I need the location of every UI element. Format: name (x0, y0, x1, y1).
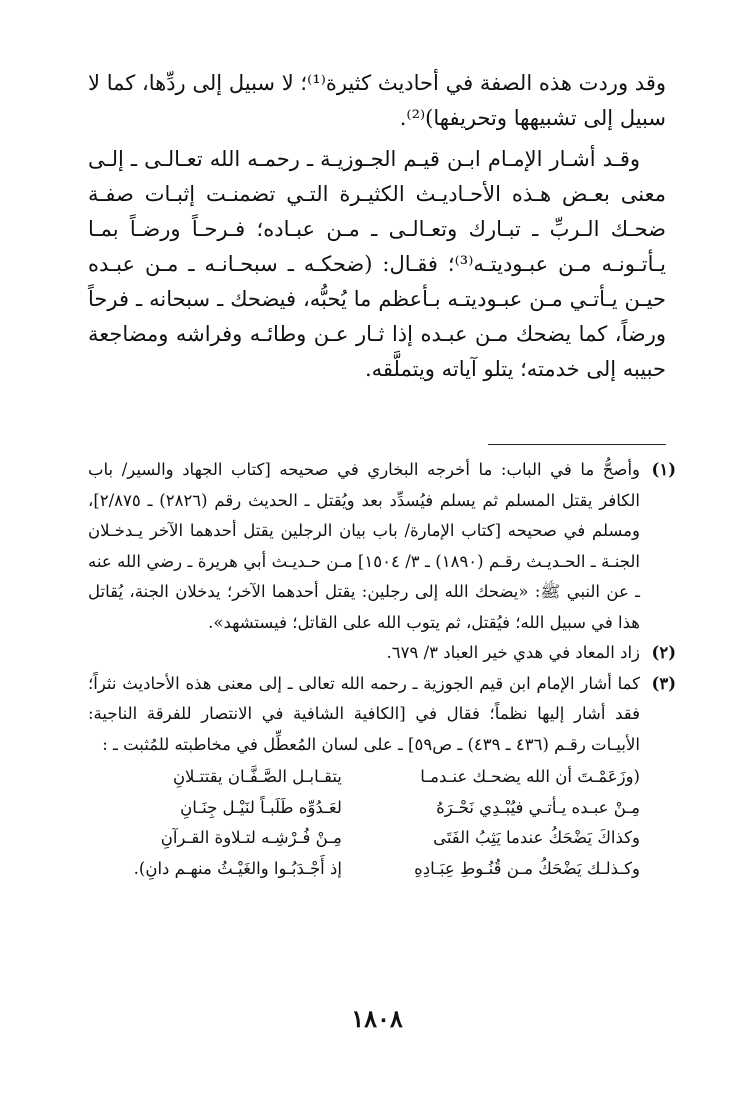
poem-verse (88, 793, 640, 824)
page-number: ١٨٠٨ (351, 1004, 403, 1033)
poem-first-hemistich: (وزَعَمْـتَ أن الله يضحـك عنـدمـا (420, 767, 640, 786)
poem-first-hemistich: مِـنْ عبـده يـأتـي فيُبْـدِي نَحْـرَهُ (436, 797, 640, 817)
poem-second-hemistich: إذ أَجْـدَبُـوا والغَيْـثُ منهـم دانِ). (133, 858, 342, 878)
poem-second-hemistich: لعَـدُوِّه طَلَبـاً لنَيْـل جِنَـانِ (180, 797, 342, 817)
footnote-separator (488, 444, 666, 445)
main-paragraph: وقـد أشـار الإمـام ابـن قيـم الجـوزيـة ـ رحمـه الله تعـالـى ـ إلـى معنى بعـض هـذه الأحـاديـث الكثيـرة التـي تضمنـت إثبـات صفـة ضحـك الـربِّ ـ تبـارك وتعـالـى ـ مـن عبـاده؛ فـرحـاً ورضـاً بمـا يـأتـونـه مـن عبـوديتـه⁽³⁾؛ فقـال: (ضحكـه ـ سبحـانـه ـ مـن عبـده حيـن يـأتـي مـن عبـوديتـه بـأعظم ما يُحبُّه، فيضحك ـ سبحانه ـ فرحاً ورضاً، كما يضحك مـن عبـده إذا ثـار عـن وطائـه وفراشه ومضاجعة حبيبه إلى خدمته؛ يتلو آياته ويتملَّقه. (88, 147, 666, 381)
poem (88, 762, 640, 884)
poem-second-hemistich: مِـنْ فُـرْشِـه لتـلاوة القـرآنِ (160, 828, 342, 847)
footnote-number: (١) (651, 460, 676, 479)
main-paragraph: وقد وردت هذه الصفة في أحاديث كثيرة⁽¹⁾؛ لا سبيل إلى ردِّها، كما لا سبيل إلى تشبيهها وتحريفها)⁽²⁾. (88, 71, 666, 130)
poem-first-hemistich: وكـذلـك يَضْحَكُ مـن قُنُـوطِ عِبَـادِهِ (414, 858, 640, 878)
poem-verse (88, 762, 640, 793)
main-text (88, 66, 666, 393)
poem-verse (88, 854, 640, 885)
footnote-text: وأصحُّ ما في الباب: ما أخرجه البخاري في صحيحه [كتاب الجهاد والسير/ باب الكافر يقتل المسلم ثم يسلم فيُسدِّد بعد ويُقتل ـ الحديث رقم (٢٨٢٦) ـ ٢/٨٧٥]، ومسلم في صحيحه [كتاب الإمارة/ باب بيان الرجلين يقتل أحدهما الآخر يـدخـلان الجنـة ـ الحـديـث رقـم (١٨٩٠) ـ ٣/ ١٥٠٤] مـن حـديـث أبي هريرة ـ رضي الله عنه ـ عن النبي ﷺ: «يضحك الله إلى رجلين: يقتل أحدهما الآخر؛ يدخلان الجنة، يُقاتل هذا في سبيل الله؛ فيُقتل، ثم يتوب الله على القاتل؛ فيستشهد». (88, 460, 640, 632)
footnote-text: زاد المعاد في هدي خير العباد ٣/ ٦٧٩. (386, 643, 640, 662)
poem-second-hemistich: يتقـابـل الصَّـفَّـان يقتتـلانِ (172, 767, 342, 786)
poem-first-hemistich: وكذاكَ يَضْحَكُ عندما يَثِبُ الفَتَى (433, 828, 640, 847)
footnote-number: (٢) (651, 643, 676, 662)
footnote-text: كما أشار الإمام ابن قيم الجوزية ـ رحمه الله تعالى ـ إلى معنى هذه الأحاديث نثراً؛ فقد أشار إليها نظماً؛ فقال في [الكافية الشافية في الانتصار للفرقة الناجية: الأبيـات رقـم (٤٣٦ ـ ٤٣٩) ـ ص٥٩] ـ على لسان المُعطِّل في مخاطبته للمُثبت ـ : (88, 673, 640, 754)
footnotes (88, 455, 676, 884)
footnote (88, 638, 676, 669)
footnote-number: (٣) (651, 673, 676, 693)
footnote (88, 669, 676, 885)
poem-verse (88, 823, 640, 854)
footnote (88, 455, 676, 638)
